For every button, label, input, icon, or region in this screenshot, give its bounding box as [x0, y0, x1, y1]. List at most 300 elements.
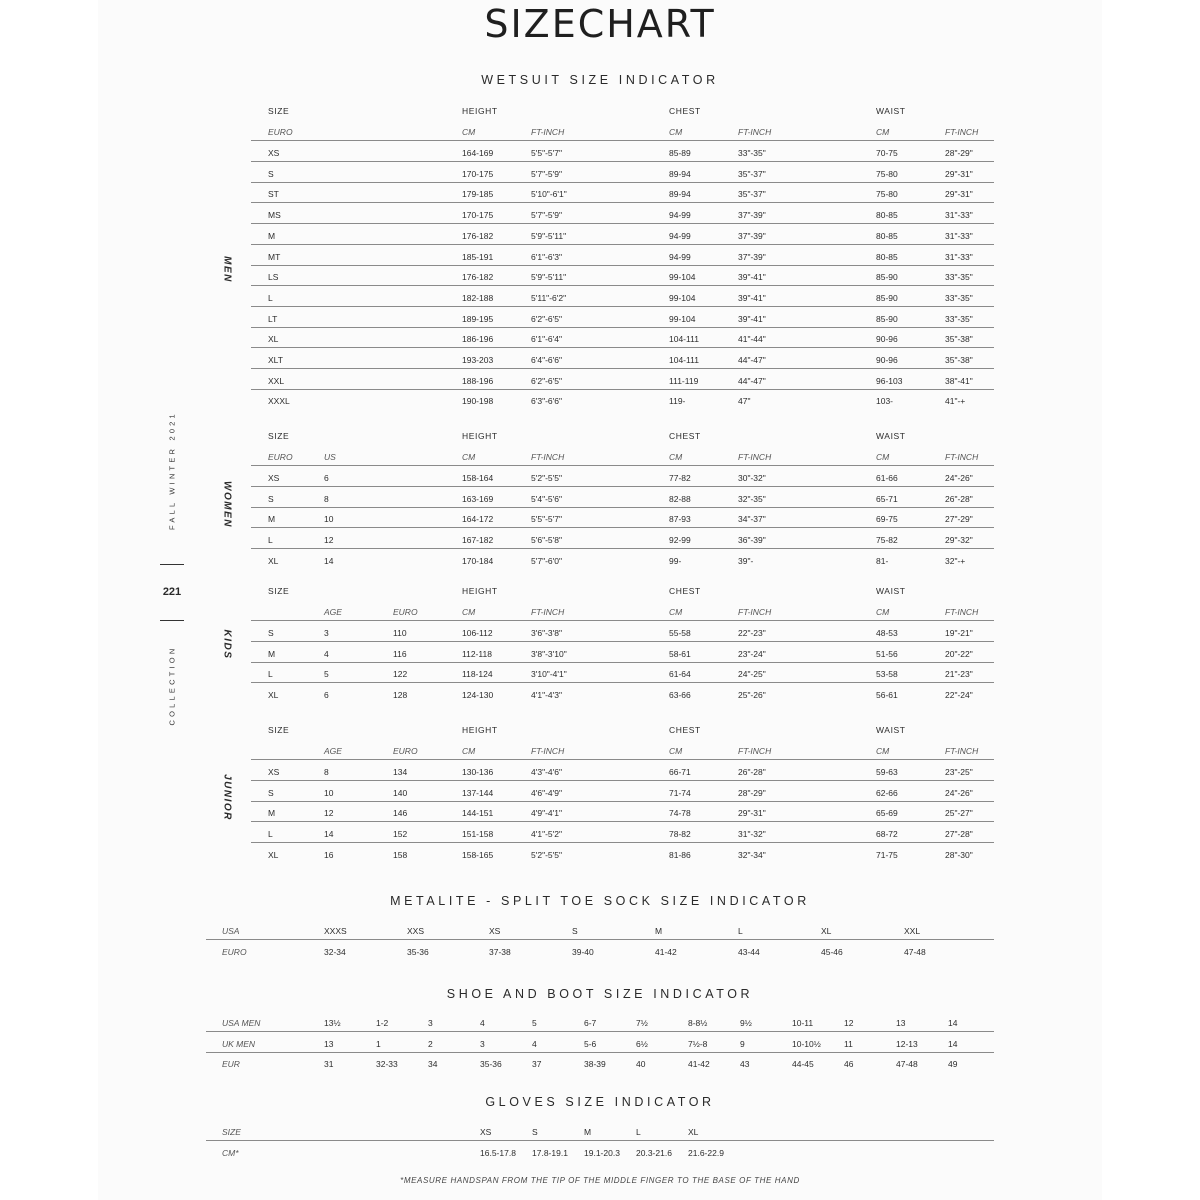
shoe-cell: 43 [740, 1059, 750, 1069]
table-cell: 75-82 [876, 535, 898, 546]
table-cell: S [268, 493, 274, 504]
table-cell: 25"-27" [945, 808, 973, 819]
shoe-cell: 2 [428, 1038, 433, 1049]
shoe-cell: 14 [948, 1038, 958, 1049]
table-cell: 62-66 [876, 787, 898, 798]
table-cell: 140 [393, 787, 408, 798]
shoe-cell: 13 [324, 1038, 334, 1049]
table-cell: 37"-39" [738, 210, 766, 221]
column-header: HEIGHT [462, 725, 498, 735]
table-cell: 190-198 [462, 396, 494, 407]
table-cell: 28"-29" [945, 148, 973, 158]
table-cell: 4'9"-4'1" [531, 808, 563, 819]
table-cell: 5'9"-5'11" [531, 272, 567, 283]
table-cell: 89-94 [669, 168, 691, 179]
shoe-cell: 46 [844, 1059, 854, 1069]
shoe-cell: 44-45 [792, 1059, 814, 1069]
table-cell: 28"-29" [738, 787, 766, 798]
row-rule [251, 327, 994, 328]
row-rule [251, 682, 994, 683]
table-cell: 75-80 [876, 168, 898, 179]
table-cell: 112-118 [462, 648, 492, 659]
table-cell: 36"-39" [738, 535, 766, 546]
table-cell: 103- [876, 396, 894, 407]
table-cell: 65-69 [876, 808, 898, 819]
table-cell: 71-74 [669, 787, 691, 798]
shoe-cell: 12-13 [896, 1038, 918, 1049]
table-cell: 41"-+ [945, 396, 966, 407]
women-label: WOMEN [221, 481, 233, 528]
sock-cell: 37-38 [489, 947, 511, 957]
sidebar-season: FALL WINTER 2021 [167, 411, 177, 530]
table-cell: 66-71 [669, 767, 691, 777]
shoe-cell: 40 [636, 1059, 646, 1069]
column-header: HEIGHT [462, 586, 498, 596]
table-cell: 24"-26" [945, 787, 973, 798]
sub-header: EURO [268, 452, 293, 462]
sock-cell: XXL [904, 926, 921, 936]
table-cell: 5 [324, 669, 329, 680]
shoe-cell: 35-36 [480, 1059, 502, 1069]
sock-cell: L [738, 926, 743, 936]
shoe-cell: 3 [480, 1038, 485, 1049]
shoe-cell: 1 [376, 1038, 381, 1049]
shoe-cell: 10-11 [792, 1018, 814, 1028]
table-cell: 20"-22" [945, 648, 973, 659]
table-cell: 99-104 [669, 292, 696, 303]
header-rule [251, 620, 994, 621]
sock-cell: EURO [222, 947, 247, 957]
sub-header: CM [669, 746, 683, 756]
table-cell: 81-86 [669, 849, 691, 860]
glove-cell: SIZE [222, 1127, 241, 1137]
table-cell: 6'3"-6'6" [531, 396, 563, 407]
table-cell: 74-78 [669, 808, 691, 819]
table-cell: 3'10"-4'1" [531, 669, 567, 680]
table-cell: 35"-38" [945, 355, 973, 365]
table-cell: 41"-44" [738, 334, 766, 345]
column-header: SIZE [268, 431, 290, 441]
table-cell: 104-111 [669, 355, 699, 365]
table-cell: 5'7"-5'9" [531, 210, 563, 221]
sub-header: FT-INCH [531, 452, 565, 462]
sock-cell: 47-48 [904, 947, 926, 957]
column-header: HEIGHT [462, 106, 498, 116]
shoe-cell: 4 [480, 1018, 485, 1028]
table-cell: 12 [324, 535, 334, 546]
table-cell: 5'2"-5'5" [531, 849, 563, 860]
table-cell: M [268, 230, 276, 241]
row-rule [251, 161, 994, 162]
table-cell: 87-93 [669, 514, 691, 525]
sub-header: CM [876, 452, 890, 462]
column-header: WAIST [876, 431, 906, 441]
table-cell: M [268, 808, 276, 819]
table-cell: 37"-39" [738, 230, 766, 241]
table-cell: LT [268, 313, 278, 324]
shoe-cell: UK MEN [222, 1038, 256, 1049]
row-rule [251, 507, 994, 508]
sock-cell: 45-46 [821, 947, 843, 957]
glove-cell: 17.8-19.1 [532, 1147, 568, 1158]
row-rule [251, 182, 994, 183]
table-cell: 53-58 [876, 669, 898, 680]
table-cell: 128 [393, 690, 408, 701]
sock-cell: 39-40 [572, 947, 594, 957]
table-cell: 5'10"-6'1" [531, 189, 567, 200]
table-cell: 22"-24" [945, 690, 973, 701]
table-cell: 5'6"-5'8" [531, 535, 563, 546]
sock-rule [206, 939, 994, 940]
sock-cell: 35-36 [407, 947, 429, 957]
row-rule [251, 527, 994, 528]
sidebar-divider-top [160, 564, 184, 565]
glove-cell: 21.6-22.9 [688, 1147, 724, 1158]
table-cell: 158 [393, 849, 408, 860]
wetsuit-heading: WETSUIT SIZE INDICATOR [481, 73, 719, 87]
table-cell: 4 [324, 648, 329, 659]
shoe-cell: 6½ [636, 1038, 648, 1049]
table-cell: 186-196 [462, 334, 494, 345]
table-cell: 164-172 [462, 514, 494, 525]
table-cell: 14 [324, 555, 334, 566]
shoe-cell: 3 [428, 1018, 433, 1028]
table-cell: 12 [324, 808, 334, 819]
table-cell: 6 [324, 473, 329, 483]
row-rule [251, 265, 994, 266]
table-cell: 61-64 [669, 669, 691, 680]
shoe-rule [206, 1031, 994, 1032]
table-cell: XXL [268, 375, 285, 386]
page-title: SIZECHART [484, 2, 716, 46]
table-cell: 6'1"-6'3" [531, 251, 563, 262]
table-cell: 111-119 [669, 375, 699, 386]
header-rule [251, 759, 994, 760]
table-cell: 152 [393, 829, 408, 840]
shoe-cell: 12 [844, 1018, 854, 1028]
table-cell: 77-82 [669, 473, 691, 483]
table-cell: 3'8"-3'10" [531, 648, 567, 659]
table-cell: 56-61 [876, 690, 898, 701]
column-header: WAIST [876, 586, 906, 596]
glove-cell: 16.5-17.8 [480, 1147, 516, 1158]
table-cell: 69-75 [876, 514, 898, 525]
table-cell: 25"-26" [738, 690, 766, 701]
table-cell: 130-136 [462, 767, 494, 777]
table-cell: L [268, 829, 273, 840]
table-cell: 3 [324, 628, 329, 638]
row-rule [251, 548, 994, 549]
table-cell: 96-103 [876, 375, 903, 386]
sub-header: CM [669, 452, 683, 462]
sub-header: CM [462, 127, 476, 137]
table-cell: 14 [324, 829, 334, 840]
shoe-cell: 4 [532, 1038, 537, 1049]
table-cell: 176-182 [462, 230, 494, 241]
sub-header: CM [462, 452, 476, 462]
table-cell: 92-99 [669, 535, 691, 546]
header-rule [251, 140, 994, 141]
page-number: 221 [162, 586, 182, 598]
table-cell: S [268, 168, 274, 179]
gloves-heading: GLOVES SIZE INDICATOR [485, 1095, 715, 1109]
shoe-cell: 11 [844, 1038, 853, 1049]
table-cell: 137-144 [462, 787, 494, 798]
table-cell: 182-188 [462, 292, 494, 303]
row-rule [251, 285, 994, 286]
table-cell: 170-184 [462, 555, 494, 566]
table-cell: M [268, 648, 276, 659]
table-cell: 119- [669, 396, 686, 407]
table-cell: 32"-34" [738, 849, 766, 860]
shoe-cell: 37 [532, 1059, 542, 1069]
table-cell: 146 [393, 808, 408, 819]
shoe-cell: 31 [324, 1059, 334, 1069]
gloves-footnote: *MEASURE HANDSPAN FROM THE TIP OF THE MIDDLE FINGER TO THE BASE OF THE HAND [400, 1176, 800, 1185]
table-cell: 158-164 [462, 473, 494, 483]
table-cell: 104-111 [669, 334, 699, 345]
sub-header: AGE [324, 607, 342, 617]
sidebar-divider-bottom [160, 620, 184, 621]
sock-cell: XXS [407, 926, 425, 936]
glove-cell: L [636, 1127, 641, 1137]
table-cell: 44"-47" [738, 355, 766, 365]
table-cell: 185-191 [462, 251, 494, 262]
sub-header: FT-INCH [945, 452, 979, 462]
table-cell: 27"-29" [945, 514, 973, 525]
table-cell: 118-124 [462, 669, 493, 680]
table-cell: 65-71 [876, 493, 898, 504]
table-cell: 44"-47" [738, 375, 766, 386]
table-cell: 29"-31" [945, 189, 973, 200]
table-cell: 47" [738, 396, 751, 407]
table-cell: 28"-30" [945, 849, 973, 860]
table-cell: XL [268, 849, 279, 860]
sock-cell: USA [222, 926, 240, 936]
sock-cell: 41-42 [655, 947, 677, 957]
sub-header: FT-INCH [738, 607, 772, 617]
row-rule [251, 780, 994, 781]
table-cell: 29"-32" [945, 535, 973, 546]
table-cell: 31"-32" [738, 829, 766, 840]
glove-cell: M [584, 1127, 592, 1137]
column-header: WAIST [876, 106, 906, 116]
table-cell: 4'1"-4'3" [531, 690, 563, 701]
table-cell: 4'1"-5'2" [531, 829, 563, 840]
table-cell: 31"-33" [945, 251, 973, 262]
shoe-cell: 5-6 [584, 1038, 597, 1049]
row-rule [251, 821, 994, 822]
table-cell: 151-158 [462, 829, 494, 840]
table-cell: 31"-33" [945, 210, 973, 221]
column-header: SIZE [268, 106, 290, 116]
table-cell: 4'6"-4'9" [531, 787, 563, 798]
sub-header: FT-INCH [945, 607, 979, 617]
shoe-cell: 49 [948, 1059, 958, 1069]
table-cell: 158-165 [462, 849, 494, 860]
sock-heading: METALITE - SPLIT TOE SOCK SIZE INDICATOR [390, 894, 810, 908]
table-cell: 6'2"-6'5" [531, 313, 563, 324]
table-cell: 24"-25" [738, 669, 766, 680]
shoe-cell: 38-39 [584, 1059, 606, 1069]
shoe-cell: 9 [740, 1038, 745, 1049]
shoe-cell: 32-33 [376, 1059, 398, 1069]
table-cell: 33"-35" [945, 272, 973, 283]
table-cell: 33"-35" [738, 148, 766, 158]
table-cell: 39"-41" [738, 272, 766, 283]
table-cell: 189-195 [462, 313, 494, 324]
sub-header: CM [876, 127, 890, 137]
sub-header: EURO [393, 746, 418, 756]
row-rule [251, 641, 994, 642]
table-cell: 51-56 [876, 648, 898, 659]
shoe-cell: 1-2 [376, 1018, 389, 1028]
table-cell: 78-82 [669, 829, 691, 840]
table-cell: L [268, 669, 273, 680]
table-cell: 33"-35" [945, 292, 973, 303]
row-rule [251, 347, 994, 348]
kids-label: KIDS [221, 629, 233, 660]
table-cell: 29"-31" [945, 168, 973, 179]
table-cell: 26"-28" [738, 767, 766, 777]
table-cell: 48-53 [876, 628, 898, 638]
table-cell: 167-182 [462, 535, 494, 546]
table-cell: XS [268, 148, 280, 158]
table-cell: 99-104 [669, 272, 696, 283]
table-cell: 85-89 [669, 148, 691, 158]
table-cell: 176-182 [462, 272, 494, 283]
table-cell: 110 [393, 628, 407, 638]
table-cell: 144-151 [462, 808, 494, 819]
table-cell: 6'2"-6'5" [531, 375, 563, 386]
sub-header: FT-INCH [738, 746, 772, 756]
table-cell: 6'1"-6'4" [531, 334, 563, 345]
table-cell: 99- [669, 555, 682, 566]
sub-header: FT-INCH [945, 127, 979, 137]
table-cell: 31"-33" [945, 230, 973, 241]
table-cell: 90-96 [876, 334, 898, 345]
table-cell: 32"-+ [945, 555, 966, 566]
table-cell: 5'4"-5'6" [531, 493, 563, 504]
sub-header: CM [876, 746, 890, 756]
shoe-rule [206, 1052, 994, 1053]
shoe-heading: SHOE AND BOOT SIZE INDICATOR [446, 987, 754, 1001]
row-rule [251, 368, 994, 369]
row-rule [251, 202, 994, 203]
table-cell: 5'7"-6'0" [531, 555, 563, 566]
shoe-cell: 14 [948, 1018, 958, 1028]
table-cell: 38"-41" [945, 375, 973, 386]
table-cell: 34"-37" [738, 514, 766, 525]
table-cell: 22"-23" [738, 628, 766, 638]
table-cell: MT [268, 251, 281, 262]
table-cell: 85-90 [876, 292, 898, 303]
sidebar-collection: COLLECTION [167, 645, 177, 726]
table-cell: XS [268, 473, 280, 483]
row-rule [251, 842, 994, 843]
table-cell: 81- [876, 555, 889, 566]
table-cell: XL [268, 334, 279, 345]
table-cell: 170-175 [462, 168, 494, 179]
shoe-cell: 47-48 [896, 1059, 918, 1069]
table-cell: 164-169 [462, 148, 494, 158]
table-cell: L [268, 535, 273, 546]
sub-header: CM [669, 607, 683, 617]
table-cell: 170-175 [462, 210, 494, 221]
table-cell: 35"-37" [738, 168, 766, 179]
sock-cell: M [655, 926, 663, 936]
table-cell: 5'9"-5'11" [531, 230, 567, 241]
table-cell: 89-94 [669, 189, 691, 200]
junior-label: JUNIOR [221, 774, 233, 821]
sub-header: EURO [393, 607, 418, 617]
table-cell: 94-99 [669, 210, 691, 221]
row-rule [251, 223, 994, 224]
sub-header: FT-INCH [531, 127, 565, 137]
table-cell: 163-169 [462, 493, 494, 504]
table-cell: 32"-35" [738, 493, 766, 504]
table-cell: 82-88 [669, 493, 691, 504]
table-cell: 99-104 [669, 313, 696, 324]
column-header: CHEST [669, 431, 701, 441]
table-cell: 124-130 [462, 690, 494, 701]
table-cell: 188-196 [462, 375, 494, 386]
table-cell: S [268, 787, 274, 798]
column-header: SIZE [268, 725, 290, 735]
shoe-cell: USA MEN [222, 1018, 261, 1028]
table-cell: 29"-31" [738, 808, 766, 819]
row-rule [251, 486, 994, 487]
table-cell: 70-75 [876, 148, 898, 158]
table-cell: 80-85 [876, 210, 898, 221]
table-cell: 6 [324, 690, 329, 701]
table-cell: 23"-24" [738, 648, 766, 659]
row-rule [251, 801, 994, 802]
glove-cell: CM* [222, 1147, 239, 1158]
table-cell: 59-63 [876, 767, 898, 777]
table-cell: 5'2"-5'5" [531, 473, 563, 483]
table-cell: 37"-39" [738, 251, 766, 262]
sock-cell: S [572, 926, 578, 936]
column-header: CHEST [669, 586, 701, 596]
table-cell: M [268, 514, 276, 525]
table-cell: L [268, 292, 273, 303]
glove-rule [206, 1140, 994, 1141]
table-cell: 134 [393, 767, 408, 777]
row-rule [251, 244, 994, 245]
shoe-cell: 7½-8 [688, 1038, 708, 1049]
table-cell: S [268, 628, 274, 638]
column-header: CHEST [669, 106, 701, 116]
table-cell: 33"-35" [945, 313, 973, 324]
sub-header: FT-INCH [738, 127, 772, 137]
table-cell: 94-99 [669, 230, 691, 241]
table-cell: 85-90 [876, 313, 898, 324]
table-cell: 4'3"-4'6" [531, 767, 563, 777]
shoe-cell: 41-42 [688, 1059, 710, 1069]
sub-header: FT-INCH [531, 607, 565, 617]
glove-cell: 19.1-20.3 [584, 1147, 620, 1158]
table-cell: 24"-26" [945, 473, 973, 483]
shoe-cell: 6-7 [584, 1018, 597, 1028]
table-cell: 19"-21" [945, 628, 973, 638]
table-cell: 5'11"-6'2" [531, 292, 567, 303]
table-cell: 10 [324, 787, 334, 798]
table-cell: 30"-32" [738, 473, 766, 483]
table-cell: 5'5"-5'7" [531, 514, 563, 525]
sub-header: US [324, 452, 336, 462]
glove-cell: XS [480, 1127, 492, 1137]
